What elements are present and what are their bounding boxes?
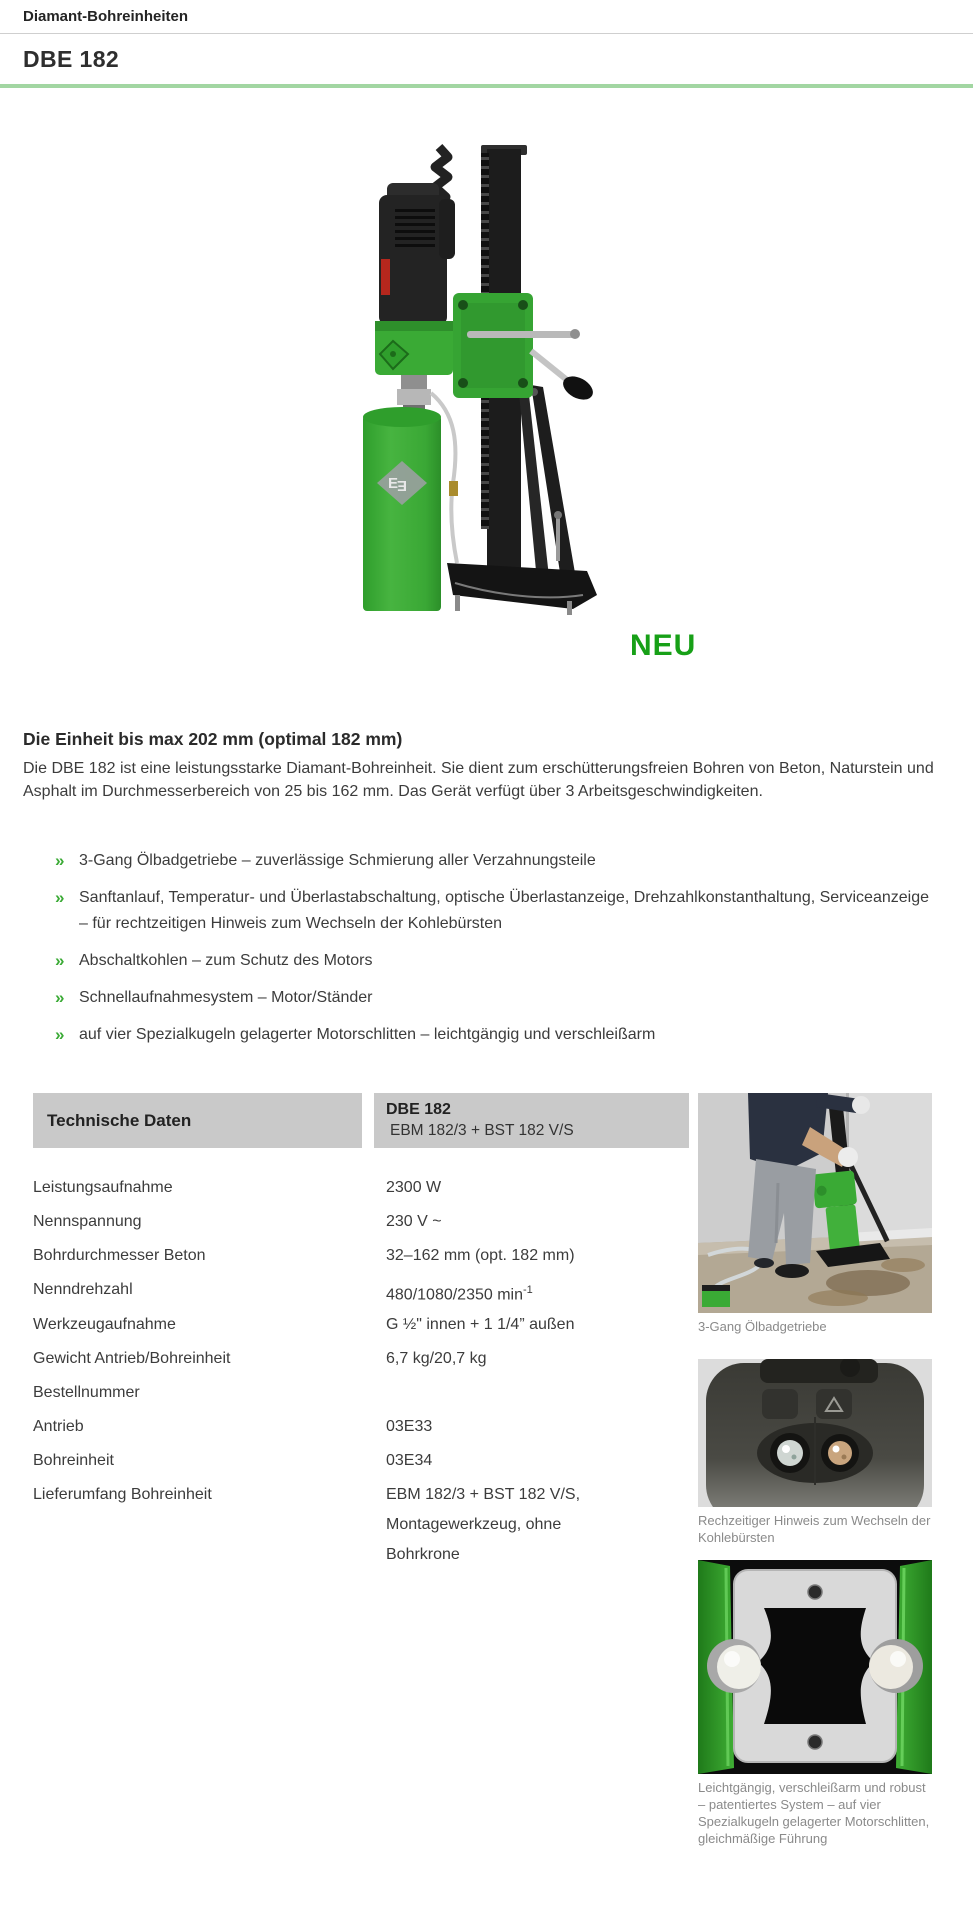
side-figures — [698, 1093, 932, 1847]
page-title: DBE 182 — [23, 46, 120, 72]
table-header-right — [374, 1093, 689, 1148]
category-title: Diamant-Bohreinheiten — [23, 8, 189, 25]
table-row — [33, 1378, 689, 1412]
photo-motor-slide-balls — [698, 1560, 932, 1774]
model-subname: EBM 182/3 + BST 182 V/S — [390, 1122, 574, 1139]
superscript: -1 — [523, 1284, 533, 1296]
spec-value: G ½" innen + 1 1/4” außen — [386, 1316, 575, 1334]
model-name: DBE 182 — [386, 1101, 451, 1118]
photo-worker-drilling — [698, 1093, 932, 1313]
new-badge: NEU — [630, 629, 697, 662]
feature-text: Schnellaufnahmesystem – Motor/Ständer — [79, 989, 373, 1006]
feature-list — [55, 848, 935, 1059]
drill-rig-illustration — [335, 143, 605, 621]
core-bit — [363, 415, 441, 611]
spec-label: Bohreinheit — [33, 1452, 114, 1470]
figure-caption: 3-Gang Ölbadgetriebe — [698, 1319, 827, 1334]
spec-label: Werkzeugaufnahme — [33, 1316, 176, 1334]
spec-label: Lieferumfang Bohreinheit — [33, 1486, 212, 1504]
table-row — [33, 1275, 689, 1310]
spec-label: Nennspannung — [33, 1213, 142, 1230]
feature-item — [55, 948, 935, 974]
figure-ball-bearing-slide — [698, 1560, 932, 1847]
figure-gearbox-application — [698, 1093, 932, 1335]
header-rule — [0, 33, 973, 34]
figure-brush-indicator — [698, 1359, 932, 1546]
spec-label: Leistungsaufnahme — [33, 1179, 173, 1196]
table-body — [33, 1173, 689, 1570]
product-photo-drill-rig — [335, 143, 605, 621]
table-row — [33, 1173, 689, 1207]
spec-value: 03E33 — [386, 1418, 433, 1436]
feature-text: auf vier Spezialkugeln gelagerter Motorschlitten – leichtgängig und verschleißarm — [79, 1026, 656, 1043]
chuck — [397, 389, 431, 405]
spec-value: 230 V ~ — [386, 1213, 442, 1230]
table-header — [33, 1093, 689, 1148]
table-row — [33, 1446, 689, 1480]
spec-label: Antrieb — [33, 1418, 84, 1436]
spec-value: 03E34 — [386, 1452, 433, 1470]
brand-label — [381, 259, 390, 295]
spec-label: Bestellnummer — [33, 1384, 140, 1402]
table-row — [33, 1241, 689, 1275]
feature-item — [55, 848, 935, 874]
figure-caption: Leichtgängig, verschleißarm und robust – patentiertes System – auf vier Spezialkugeln gelagerter Motorschlitten, gleichmäßige Führung — [698, 1780, 930, 1846]
svg-text:E: E — [396, 477, 407, 494]
table-row — [33, 1310, 689, 1344]
feature-text: Abschaltkohlen – zum Schutz des Motors — [79, 952, 373, 969]
chevron-bullet-icon: » — [55, 888, 65, 907]
spec-label: Bohrdurchmesser Beton — [33, 1247, 206, 1264]
chevron-bullet-icon: » — [55, 988, 65, 1007]
spec-value: 480/1080/2350 $\min^{-1}$ — [386, 1284, 533, 1304]
table-row — [33, 1344, 689, 1378]
table-row — [33, 1480, 689, 1570]
photo-indicator-lights — [698, 1359, 932, 1507]
spec-value: EBM 182/3 + BST 182 V/S, Montagewerkzeug, ohne Bohrkrone — [386, 1486, 581, 1564]
feed-handle — [531, 351, 567, 380]
title-rule-green — [0, 84, 973, 88]
feature-item — [55, 1022, 935, 1048]
spec-value: 32–162 mm (opt. 182 mm) — [386, 1247, 575, 1264]
feature-text: Sanftanlauf, Temperatur- und Überlastabschaltung, optische Überlastanzeige, Drehzahlkonstanthaltung, Serviceanzeige – für rechtzeitigen Hinweis zum Wechseln der Kohlebürsten — [79, 889, 929, 932]
table-header-left: Technische Daten — [33, 1093, 362, 1148]
intro-section — [23, 729, 953, 803]
technical-data-table — [33, 1093, 689, 1570]
spec-value: 6,7 kg/20,7 kg — [386, 1350, 487, 1368]
feature-item — [55, 985, 935, 1011]
spec-label: Nenndrehzahl — [33, 1281, 133, 1298]
svg-text:E: E — [388, 475, 399, 492]
leveling-screw — [556, 517, 560, 561]
spec-label: Gewicht Antrieb/Bohreinheit — [33, 1350, 231, 1368]
chevron-bullet-icon: » — [55, 851, 65, 870]
table-row — [33, 1207, 689, 1241]
intro-paragraph: Die DBE 182 ist eine leistungsstarke Diamant-Bohreinheit. Sie dient zum erschütterungsfreien Bohren von Beton, Naturstein und Asphalt im Durchmesserbereich von 25 bis 162 mm. Das Gerät verfügt über 3 Arbeitsgeschwindigkeiten. — [23, 760, 934, 800]
chevron-bullet-icon: » — [55, 951, 65, 970]
table-row — [33, 1412, 689, 1446]
feature-text: 3-Gang Ölbadgetriebe – zuverlässige Schmierung aller Verzahnungsteile — [79, 852, 596, 869]
feature-item — [55, 885, 935, 937]
spec-value: 2300 W — [386, 1179, 442, 1196]
chevron-bullet-icon: » — [55, 1025, 65, 1044]
section-heading: Die Einheit bis max 202 mm (optimal 182 mm) — [23, 729, 403, 749]
figure-caption: Rechzeitiger Hinweis zum Wechseln der Kohlebürsten — [698, 1513, 931, 1545]
